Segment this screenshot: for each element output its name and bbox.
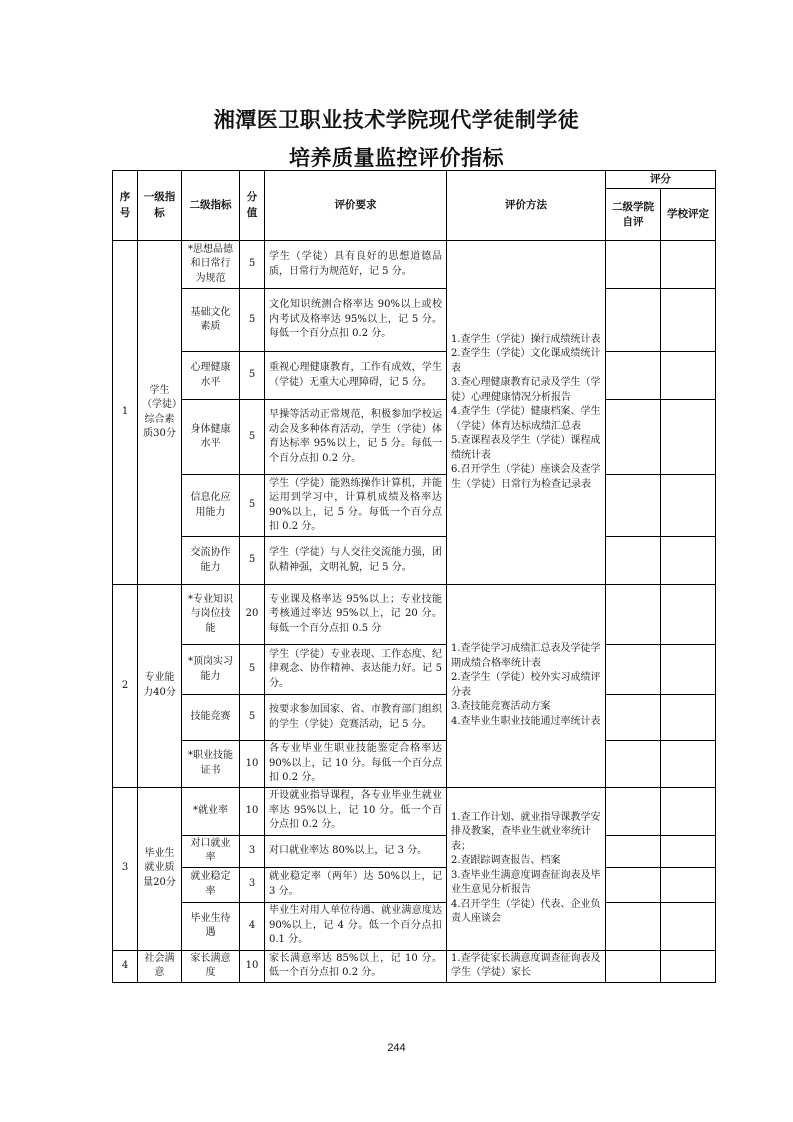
header-rating: 评分 <box>606 171 716 189</box>
method-step: 1.查学生（学徒）操行成绩统计表 <box>451 333 601 345</box>
score-value: 20 <box>240 585 265 645</box>
school-eval-cell <box>661 645 716 695</box>
header-requirement: 评价要求 <box>265 171 447 241</box>
section-seq: 4 <box>113 950 138 982</box>
table-row <box>113 645 716 695</box>
level2-indicator: *专业知识与岗位技能 <box>182 585 240 645</box>
header-self-eval: 二级学院自评 <box>606 189 661 241</box>
method-step: 3.查技能竞赛活动方案 <box>451 701 551 713</box>
score-value: 5 <box>240 241 265 289</box>
evaluation-method <box>447 241 606 585</box>
method-step: 4.召开学生（学徒）代表、企业负责人座谈会 <box>451 898 601 925</box>
header-level1: 一级指标 <box>138 171 182 241</box>
evaluation-method <box>447 950 606 982</box>
requirement-text: 对口就业率达 80%以上，记 3 分。 <box>265 835 447 867</box>
score-value: 5 <box>240 475 265 537</box>
table-row <box>113 902 716 950</box>
level2-indicator: *就业率 <box>182 787 240 835</box>
table-row <box>113 289 716 352</box>
score-value: 4 <box>240 902 265 950</box>
requirement-text: 重视心理健康教育，工作有成效，学生（学徒）无重大心理障碍，记 5 分。 <box>265 352 447 400</box>
self-eval-cell <box>606 537 661 585</box>
document-title-line1: 湘潭医卫职业技术学院现代学徒制学徒 <box>213 108 580 132</box>
requirement-text: 学生（学徒）能熟练操作计算机，并能运用到学习中，计算机成绩及格率达 90%以上，记 5 分。每低一个百分点扣 0.2 分。 <box>265 475 447 537</box>
method-step: 1.查学徒家长满意度调查征询表及学生（学徒）家长 <box>451 952 601 979</box>
method-step: 1.查学徒学习成绩汇总表及学徒学期成绩合格率统计表 <box>451 643 601 669</box>
table-row <box>113 400 716 475</box>
table-row <box>113 835 716 867</box>
method-step: 2.查学生（学徒）文化课成绩统计表 <box>451 348 601 374</box>
school-eval-cell <box>661 289 716 352</box>
page-number: 244 <box>387 1042 406 1054</box>
method-step: 1.查工作计划、就业指导课教学安排及教案，查毕业生就业率统计表； <box>451 811 601 852</box>
school-eval-cell <box>661 241 716 289</box>
school-eval-cell <box>661 475 716 537</box>
table-row <box>113 867 716 902</box>
school-eval-cell <box>661 867 716 902</box>
method-step: 4.查毕业生职业技能通过率统计表 <box>451 715 601 727</box>
level2-indicator: 身体健康水平 <box>182 400 240 475</box>
header-level2: 二级指标 <box>182 171 240 241</box>
level1-indicator: 社会满意 <box>138 950 182 982</box>
requirement-text: 早操等活动正常规范，积极参加学校运动会及多种体育活动，学生（学徒）体育达标率 95%以上，记 5 分。每低一个百分点扣 0.2 分。 <box>265 400 447 475</box>
section-seq: 1 <box>113 241 138 585</box>
requirement-text: 家长满意率达 85%以上，记 10 分。低一个百分点扣 0.2 分。 <box>265 950 447 982</box>
school-eval-cell <box>661 400 716 475</box>
self-eval-cell <box>606 950 661 982</box>
score-value: 10 <box>240 950 265 982</box>
header-score: 分值 <box>240 171 265 241</box>
requirement-text: 专业课及格率达 95%以上；专业技能考核通过率达 95%以上，记 20 分。每低一个百分点扣 0.5 分 <box>265 585 447 645</box>
requirement-text: 各专业毕业生职业技能鉴定合格率达 90%以上，记 10 分。每低一个百分点扣 0.2 分。 <box>265 741 447 788</box>
table-row <box>113 695 716 741</box>
self-eval-cell <box>606 585 661 645</box>
level1-indicator: 学生（学徒）综合素质30分 <box>138 241 182 585</box>
self-eval-cell <box>606 289 661 352</box>
level2-indicator: 技能竞赛 <box>182 695 240 741</box>
score-value: 3 <box>240 867 265 902</box>
level2-indicator: 对口就业率 <box>182 835 240 867</box>
document-title-line2: 培养质量监控评价指标 <box>289 146 504 170</box>
level2-indicator: *职业技能证书 <box>182 741 240 788</box>
self-eval-cell <box>606 645 661 695</box>
method-step: 5.查课程表及学生（学徒）课程成绩统计表 <box>451 435 601 461</box>
level2-indicator: 交流协作能力 <box>182 537 240 585</box>
self-eval-cell <box>606 835 661 867</box>
score-value: 10 <box>240 741 265 788</box>
score-value: 5 <box>240 537 265 585</box>
level2-indicator: *思想品德和日常行为规范 <box>182 241 240 289</box>
requirement-text: 文化知识统测合格率达 90%以上或校内考试及格率达 95%以上，记 5 分。每低一个百分点扣 0.2 分。 <box>265 289 447 352</box>
self-eval-cell <box>606 352 661 400</box>
school-eval-cell <box>661 835 716 867</box>
method-step: 2.查学生（学徒）校外实习成绩评分表 <box>451 672 601 698</box>
requirement-text: 学生（学徒）与人交往交流能力强，团队精神强，文明礼貌，记 5 分。 <box>265 537 447 585</box>
requirement-text: 学生（学徒）具有良好的思想道德品质，日常行为规范好，记 5 分。 <box>265 241 447 289</box>
school-eval-cell <box>661 787 716 835</box>
requirement-text: 就业稳定率（两年）达 50%以上，记 3 分。 <box>265 867 447 902</box>
self-eval-cell <box>606 787 661 835</box>
school-eval-cell <box>661 902 716 950</box>
header-seq: 序号 <box>113 171 138 241</box>
method-step: 3.查心理健康教育记录及学生（学徒）心理健康情况分析报告 <box>451 377 601 403</box>
table-row <box>113 787 716 835</box>
method-step: 6.召开学生（学徒）座谈会及查学生（学徒）日常行为检查记录表 <box>451 464 601 490</box>
table-row <box>113 475 716 537</box>
school-eval-cell <box>661 741 716 788</box>
header-school-eval: 学校评定 <box>661 189 716 241</box>
self-eval-cell <box>606 902 661 950</box>
school-eval-cell <box>661 695 716 741</box>
score-value: 5 <box>240 695 265 741</box>
requirement-text: 学生（学徒）专业表现、工作态度、纪律观念、协作精神、表达能力好。记 5 分。 <box>265 645 447 695</box>
method-step: 3.查毕业生满意度调查征询表及毕业生意见分析报告 <box>451 869 601 896</box>
method-step: 4.查学生（学徒）健康档案、学生（学徒）体育达标成绩汇总表 <box>451 406 601 432</box>
score-value: 10 <box>240 787 265 835</box>
evaluation-table <box>112 170 716 983</box>
level2-indicator: 心理健康水平 <box>182 352 240 400</box>
school-eval-cell <box>661 352 716 400</box>
level2-indicator: 信息化应用能力 <box>182 475 240 537</box>
level1-indicator: 毕业生就业质量20分 <box>138 787 182 950</box>
level2-indicator: 就业稳定率 <box>182 867 240 902</box>
school-eval-cell <box>661 537 716 585</box>
table-row <box>113 241 716 289</box>
evaluation-method <box>447 585 606 788</box>
section-seq: 2 <box>113 585 138 788</box>
table-row <box>113 741 716 788</box>
self-eval-cell <box>606 867 661 902</box>
requirement-text: 按要求参加国家、省、市教育部门组织的学生（学徒）竞赛活动，记 5 分。 <box>265 695 447 741</box>
score-value: 5 <box>240 400 265 475</box>
table-row <box>113 950 716 982</box>
level2-indicator: 家长满意度 <box>182 950 240 982</box>
self-eval-cell <box>606 695 661 741</box>
table-row <box>113 585 716 645</box>
table-row <box>113 352 716 400</box>
level2-indicator: 基础文化素质 <box>182 289 240 352</box>
evaluation-method <box>447 787 606 950</box>
score-value: 5 <box>240 289 265 352</box>
score-value: 5 <box>240 352 265 400</box>
header-method: 评价方法 <box>447 171 606 241</box>
self-eval-cell <box>606 400 661 475</box>
section-seq: 3 <box>113 787 138 950</box>
level2-indicator: *顶岗实习能力 <box>182 645 240 695</box>
requirement-text: 开设就业指导课程，各专业毕业生就业率达 95%以上，记 10 分。低一个百分点扣 0.2 分。 <box>265 787 447 835</box>
self-eval-cell <box>606 741 661 788</box>
requirement-text: 毕业生对用人单位待遇、就业满意度达 90%以上，记 4 分。低一个百分点扣 0.1 分。 <box>265 902 447 950</box>
school-eval-cell <box>661 950 716 982</box>
level2-indicator: 毕业生待遇 <box>182 902 240 950</box>
self-eval-cell <box>606 241 661 289</box>
score-value: 3 <box>240 835 265 867</box>
table-row <box>113 537 716 585</box>
method-step: 2.查跟踪调查报告、档案 <box>451 855 561 867</box>
self-eval-cell <box>606 475 661 537</box>
level1-indicator: 专业能力40分 <box>138 585 182 788</box>
score-value: 5 <box>240 645 265 695</box>
school-eval-cell <box>661 585 716 645</box>
